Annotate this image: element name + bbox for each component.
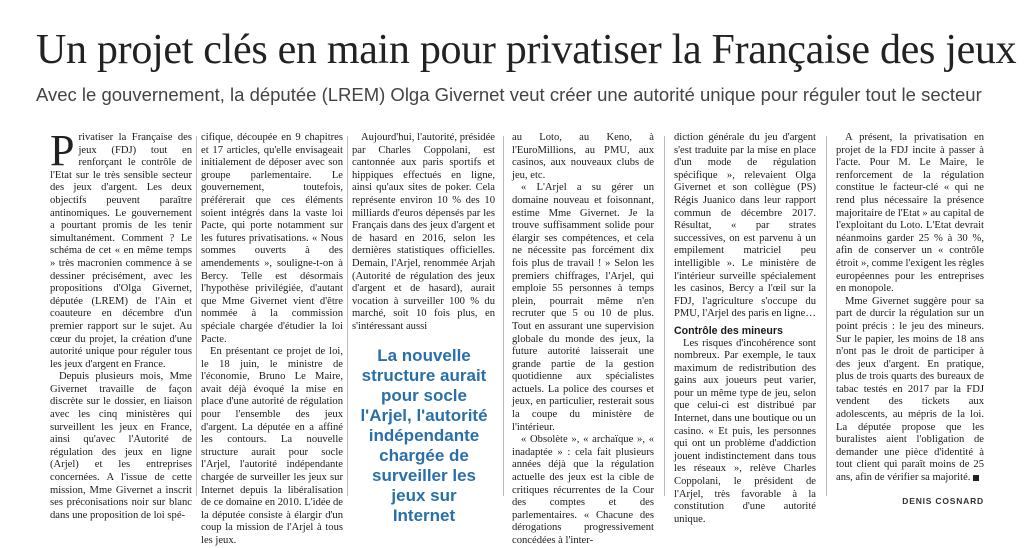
paragraph-text: rivatiser la Française des jeux (FDJ) tout en renforçant le contrôle de l'Etat sur le très sensible secteur des jeux d'argent. Les deux objectifs peuvent paraître antinomiques. Le gouvernement a pourtant promis de les tenir simultanément. Comment ? Le schéma de cet « en même temps » très macronien commence à se dessiner précisément, avec les propositions d'Olga Givernet, députée (LREM) de l'Ain et coauteure en décembre d'un premier rapport sur le sujet. Au cœur du projet, la création d'une autorité unique pour réguler tous les jeux d'argent en France. (50, 132, 192, 370)
headline: Un projet clés en main pour privatiser la Française des jeux (36, 27, 1017, 73)
article-paragraph (50, 126, 192, 371)
article-paragraph: Depuis plusieurs mois, Mme Givernet travaille de façon discrète sur le dossier, en liaison avec les cinq ministères qui surveillent les jeux en France, ainsi qu'avec l'Autorité de régulation des jeux en ligne (Arjel) et les entreprises concernées. A l'issue de cette mission, Mme Givernet a inscrit ses préconisations noir sur blanc dans une proposition de loi spé- (50, 371, 192, 521)
column-divider (196, 136, 197, 496)
column-divider (347, 136, 348, 496)
subtitle: Avec le gouvernement, la députée (LREM) Olga Givernet veut créer une autorité unique pour réguler tout le secteur (36, 84, 982, 105)
article-paragraph: Les risques d'incohérence sont nombreux. Par exemple, le taux maximum de redistribution des gains aux joueurs peut varier, pour un même type de jeu, selon que celui-ci est distribué par Internet, dans une boutique ou un casino. « Et puis, les personnes qui ont un problème d'addiction jouent indistinctement dans tous les réseaux », relève Charles Coppolani, le président de l'Arjel, très favorable à la constitution d'une autorité unique. (674, 337, 816, 525)
article-paragraph: au Loto, au Keno, à l'EuroMillions, au PMU, aux casinos, aux nouveaux clubs de jeu, etc. (512, 132, 654, 181)
article-paragraph: « L'Arjel a su gérer un domaine nouveau et foisonnant, estime Mme Givernet. Je la trouve suffisamment solide pour élargir ses compétences, et cela ne nécessite pas forcément dix fois plus de travail ! » Selon les premiers chiffrages, l'Arjel, qui emploie 55 personnes à temps plein, pourrait même n'en recruter que 5 ou 10 de plus. Tout en assurant une supervision globale du monde des jeux, la future autorité laisserait une grande partie de la gestion quotidienne aux spécialistes actuels. La police des courses et jeux, en particulier, resterait sous la coupe du ministère de l'intérieur. (512, 182, 654, 433)
article-paragraph: diction générale du jeu d'argent s'est traduite par la mise en place d'un mode de régulation spécifique », relevaient Olga Givernet et son collègue (PS) Régis Juanico dans leur rapport commun de décembre 2017. Résultat, « par strates successives, on est parvenu à un empilement matriciel peu intelligible ». Le ministère de l'intérieur surveille spécialement les casinos, Bercy a l'œil sur la FDJ, l'agriculture s'occupe du PMU, l'Arjel des paris en ligne… (674, 132, 816, 320)
article-column-2 (201, 132, 343, 546)
article-paragraph (836, 296, 984, 485)
article-column-6 (836, 132, 984, 532)
column-divider (503, 136, 504, 496)
article-paragraph: cifique, découpée en 9 chapitres et 17 articles, qu'elle envisageait initialement de déposer avec son groupe parlementaire. Le gouvernement, toutefois, préférerait que ces éléments soient intégrés dans la vaste loi Pacte, qui porte notamment sur les futures privatisations. « Nous sommes ouverts à des amendements », souligne-t-on à Bercy. Telle est désormais l'hypothèse privilégiée, d'autant que Mme Givernet vient d'être nommée à la commission spéciale chargée d'étudier la loi Pacte. (201, 132, 343, 345)
article-column-5 (674, 132, 816, 532)
article-column-4 (512, 132, 654, 546)
article-column-3 (352, 132, 495, 338)
pull-quote: La nouvelle structure aurait pour socle l'Arjel, l'autorité indépendante chargée de surveiller les jeux sur Internet (360, 346, 488, 525)
article-paragraph: Aujourd'hui, l'autorité, présidée par Charles Coppolani, est cantonnée aux paris sportifs et hippiques effectués en ligne, ainsi qu'aux sites de poker. Cela représente environ 10 % des 10 milliards d'euros dépensés par les Français dans des jeux d'argent et de hasard en 2016, selon les dernières statistiques officielles. Demain, l'Arjel, renommée Arjah (Autorité de régulation des jeux d'argent et de hasard), aurait vocation à surveiller 100 % du marché, soit 10 fois plus, en s'intéressant aussi (352, 132, 495, 332)
column-divider (664, 136, 665, 496)
article-paragraph: En présentant ce projet de loi, le 18 juin, le ministre de l'économie, Bruno Le Maire, avait déjà évoqué la mise en place d'une autorité de régulation pour l'ensemble des jeux d'argent. La députée en a affiné les contours. La nouvelle structure aurait pour socle l'Arjel, l'autorité indépendante chargée de surveiller les jeux sur Internet depuis la libéralisation de ce domaine en 2010. L'idée de la députée consiste à élargir d'un coup la mission de l'Arjel à tous les jeux. (201, 346, 343, 546)
author-signature: DENIS COSNARD (902, 496, 984, 506)
article-column-1 (50, 126, 192, 532)
paragraph-text: Mme Givernet suggère pour sa part de durcir la régulation sur un point précis : le jeu des mineurs. Sur le papier, les moins de 18 ans n'ont pas le droit de participer à des jeux d'argent. En pratique, plus de trois quarts des bureaux de tabac testés en 2017 par la FDJ vendent des tickets aux adolescents, au mépris de la loi. La députée propose que les buralistes aient l'obligation de demander une pièce d'identité à tout client qui paraît moins de 25 ans, afin de vérifier sa majorité. (836, 295, 984, 484)
article-paragraph: A présent, la privatisation en projet de la FDJ incite à passer à l'acte. Pour M. Le Maire, le renforcement de la régulation constitue le facteur-clé « qui ne rend plus nécessaire la présence majoritaire de l'Etat » au capital de l'exploitant du Loto. L'Etat devrait néanmoins garder 25 % à 30 %, afin de conserver un « contrôle étroit », comme l'exigent les règles européennes pour les entreprises en monopole. (836, 132, 984, 295)
end-of-article-mark (973, 475, 979, 481)
article-paragraph: « Obsolète », « archaïque », « inadaptée » : cela fait plusieurs années déjà que la régulation actuelle des jeux est la cible de critiques récurrentes de la Cour des comptes et des parlementaires. « Chacune des dérogations progressivement concédées à l'inter- (512, 434, 654, 546)
drop-cap: P (50, 126, 75, 175)
section-subhead: Contrôle des mineurs (674, 324, 783, 337)
column-divider (826, 136, 827, 496)
